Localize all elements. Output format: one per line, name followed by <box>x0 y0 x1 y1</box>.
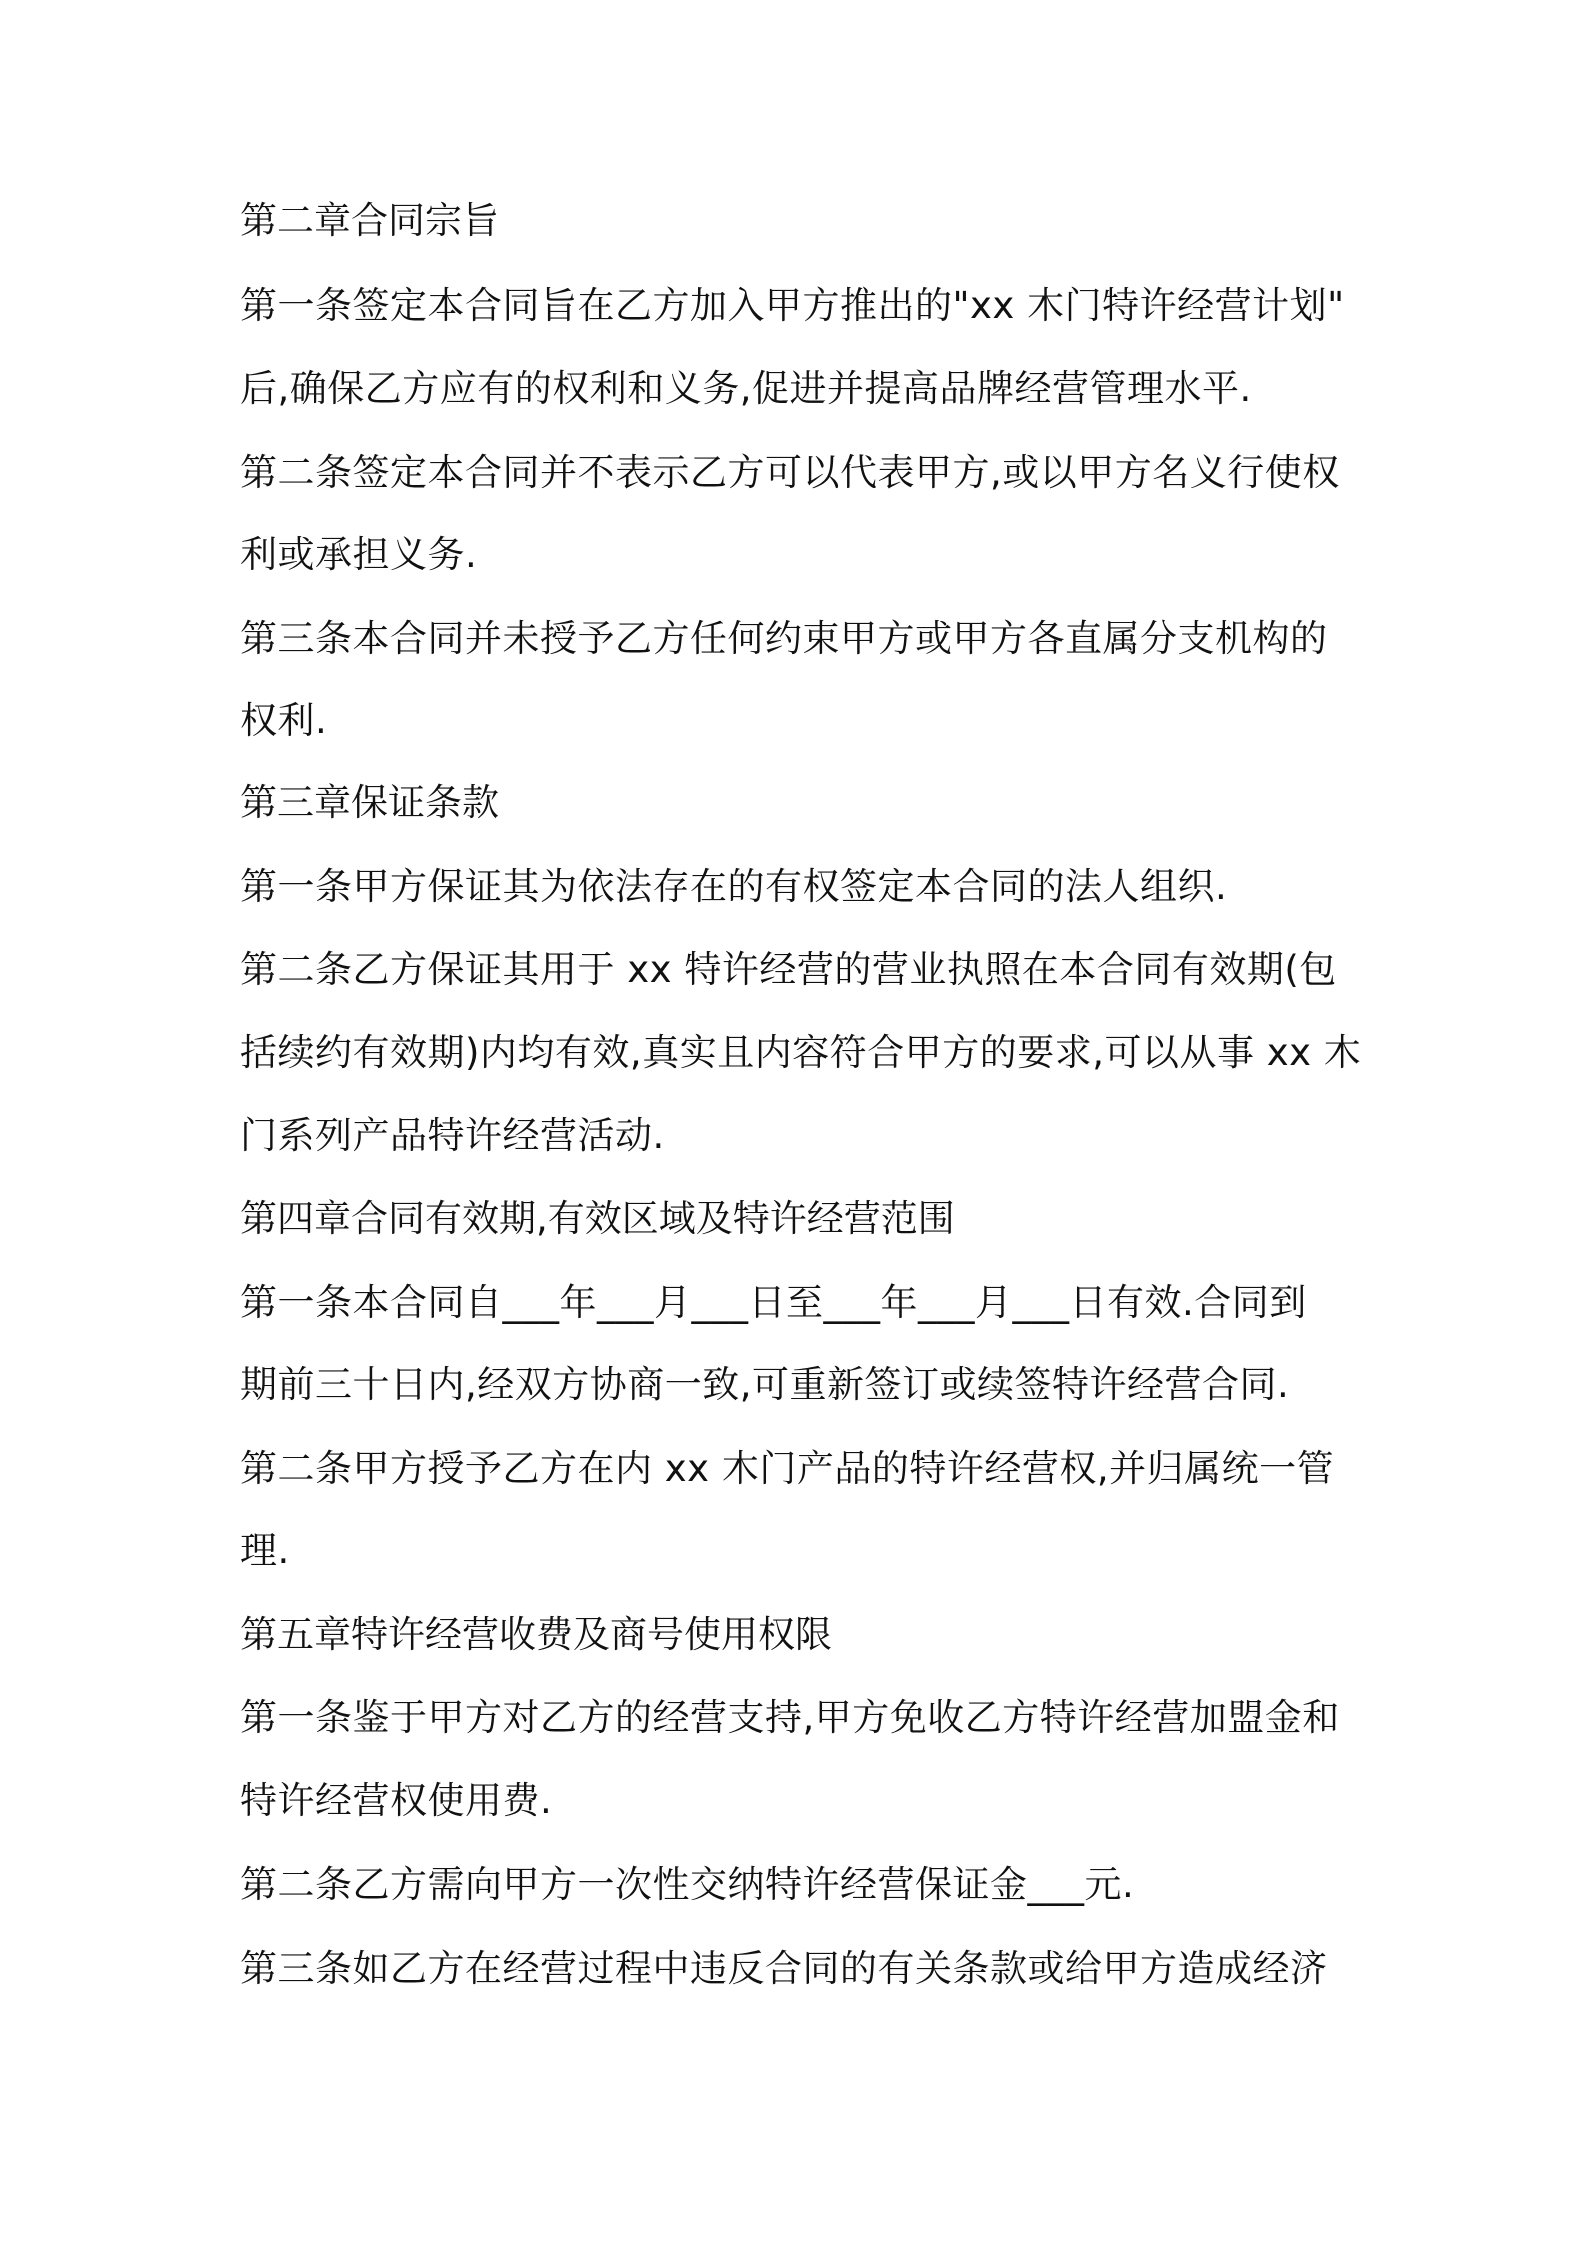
paragraph-line: 权利. <box>240 699 328 742</box>
paragraph-line: 第一条签定本合同旨在乙方加入甲方推出的"xx 木门特许经营计划" <box>240 284 1345 327</box>
paragraph-line: 门系列产品特许经营活动. <box>240 1114 665 1157</box>
paragraph-line: 第一条甲方保证其为依法存在的有权签定本合同的法人组织. <box>240 865 1228 908</box>
chapter-3-heading: 第三章保证条款 <box>240 781 499 824</box>
paragraph-line: 第三条本合同并未授予乙方任何约束甲方或甲方各直属分支机构的 <box>240 617 1328 660</box>
chapter-5-heading: 第五章特许经营收费及商号使用权限 <box>240 1613 832 1656</box>
chapter-2-heading: 第二章合同宗旨 <box>240 199 499 242</box>
paragraph-line: 理. <box>240 1529 290 1572</box>
paragraph-line: 第一条本合同自___年___月___日至___年___月___日有效.合同到 <box>240 1281 1307 1324</box>
paragraph-line: 特许经营权使用费. <box>240 1779 553 1822</box>
paragraph-line: 第二条签定本合同并不表示乙方可以代表甲方,或以甲方名义行使权 <box>240 451 1340 494</box>
paragraph-line: 第二条甲方授予乙方在内 xx 木门产品的特许经营权,并归属统一管 <box>240 1447 1335 1490</box>
paragraph-line: 后,确保乙方应有的权利和义务,促进并提高品牌经营管理水平. <box>240 367 1252 410</box>
paragraph-line: 第一条鉴于甲方对乙方的经营支持,甲方免收乙方特许经营加盟金和 <box>240 1696 1340 1739</box>
paragraph-line: 第二条乙方需向甲方一次性交纳特许经营保证金___元. <box>240 1863 1135 1906</box>
paragraph-line: 括续约有效期)内均有效,真实且内容符合甲方的要求,可以从事 xx 木 <box>240 1031 1362 1074</box>
paragraph-line: 利或承担义务. <box>240 533 478 576</box>
paragraph-line: 期前三十日内,经双方协商一致,可重新签订或续签特许经营合同. <box>240 1363 1290 1406</box>
paragraph-line: 第三条如乙方在经营过程中违反合同的有关条款或给甲方造成经济 <box>240 1947 1328 1990</box>
chapter-4-heading: 第四章合同有效期,有效区域及特许经营范围 <box>240 1197 955 1240</box>
paragraph-line: 第二条乙方保证其用于 xx 特许经营的营业执照在本合同有效期(包 <box>240 948 1337 991</box>
